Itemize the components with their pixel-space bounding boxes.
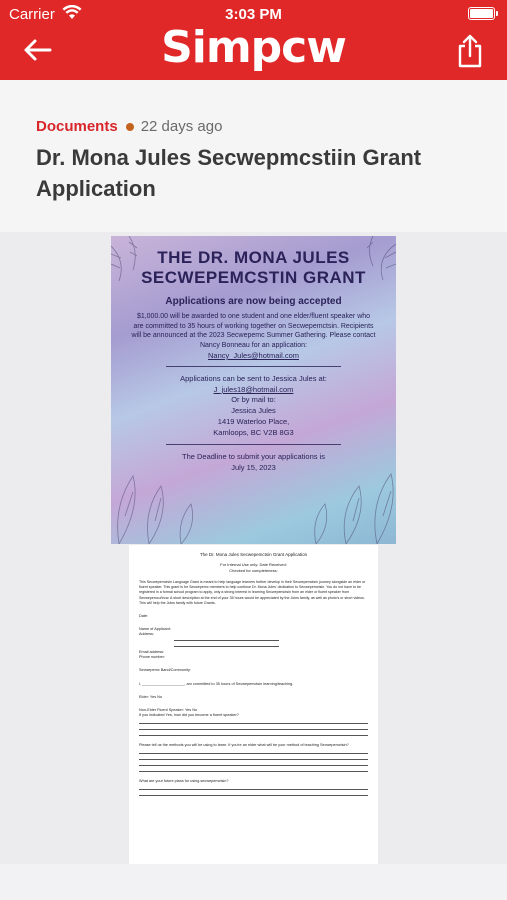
form-line	[139, 735, 368, 736]
bottom-bar	[0, 864, 507, 900]
flyer-divider	[166, 366, 341, 367]
flyer-send-to: Applications can be sent to Jessica Jules at:	[180, 374, 327, 383]
form-intro: This Secwepemctsin Language Grant is meant to help language learners further develop in their Secwepemctsin journey alongside an elder or fluent speaker. This grant is for Secwepemc members to help continue Dr. Mona Jules' dedication to Secwepemctsin. You do not have to be registered in a formal school program to apply, only a strong interest in learning Secwepemctsin from an elder or fluent speaker from Secwepemcul'ecw. A short description at the end of your 35 hours would be appreciated by the Jules family, as well as photo's or short videos. This will help the Jules family with future Grants.	[139, 580, 366, 605]
article-meta	[36, 118, 222, 135]
flyer-subtitle: Applications are now being accepted	[165, 296, 342, 307]
form-line	[139, 765, 368, 766]
form-how: If you indicated Yes, how did you become a fluent speaker?	[139, 713, 239, 718]
flyer-addr-name: Jessica Jules	[231, 406, 276, 415]
form-line	[139, 759, 368, 760]
form-commit: I, ____________________, am committed to 35 hours of Secwepemctsin learning/teaching.	[139, 682, 294, 687]
form-date: Date:	[139, 614, 149, 619]
form-line	[139, 729, 368, 730]
article-title: Dr. Mona Jules Secwepmcstiin Grant Application	[36, 145, 422, 201]
flyer-title-2: SECWEPEMCSTIN GRANT	[141, 268, 366, 287]
battery-icon	[468, 7, 495, 20]
form-line	[139, 753, 368, 754]
form-name: Name of Applicant:	[139, 627, 171, 632]
post-age: 22 days ago	[140, 118, 223, 135]
flyer-or-mail: Or by mail to:	[231, 395, 276, 404]
article-header	[0, 80, 507, 232]
flyer-addr-street: 1419 Waterloo Place,	[217, 417, 290, 426]
flyer-text	[111, 236, 396, 473]
flyer-title-1: THE DR. MONA JULES	[157, 248, 350, 267]
form-line	[139, 789, 368, 790]
form-nonelder: Non-Elder Fluent Speaker: Yes No	[139, 708, 198, 713]
form-internal: For Internal Use only: Date Received:	[220, 562, 287, 567]
form-phone: Phone number:	[139, 655, 165, 660]
clock: 3:03 PM	[225, 6, 282, 23]
form-line	[139, 771, 368, 772]
form-line	[174, 646, 279, 647]
flyer-body: $1,000.00 will be awarded to one student and one elder/fluent speaker who are committed to 35 hours of working together on Secwepemctsin. Recipients will be announced at the 2023 Secwepemc Summer Gathering. Please contact Nancy Bonneau for an application:	[131, 313, 376, 349]
grant-flyer-image	[111, 236, 396, 544]
category-link[interactable]: Documents	[36, 118, 118, 135]
application-form-image	[129, 545, 378, 864]
flyer-email-1: Nancy_Jules@hotmail.com	[208, 351, 299, 360]
flyer-addr-city: Kamloops, BC V2B 8G3	[213, 428, 294, 437]
form-elder: Elder: Yes No	[139, 695, 163, 700]
form-methods: Please tell us the methods you will be using to learn. If you're an elder what will be your method of teaching Secwepemctsin?	[139, 743, 349, 748]
form-title: The Dr. Mona Jules Secwepemctsin Grant Application	[199, 552, 308, 557]
article-content[interactable]	[0, 232, 507, 864]
separator-dot	[126, 123, 134, 131]
form-future: What are your future plans for using secwepemctsin?	[139, 779, 229, 784]
form-address: Address:	[139, 632, 154, 637]
form-band: Secwepemc Band/Community:	[139, 668, 191, 673]
flyer-email-2: J_jules18@hotmail.com	[213, 385, 294, 394]
flyer-deadline-date: July 15, 2023	[231, 463, 276, 472]
flyer-divider-2	[166, 444, 341, 445]
app-header	[0, 0, 507, 80]
form-email: Email address:	[139, 650, 165, 655]
form-checked: Checked for completeness:	[229, 568, 278, 573]
form-line	[139, 723, 368, 724]
form-line	[174, 640, 279, 641]
carrier-label: Carrier	[9, 6, 55, 23]
app-title: Simpcw	[161, 22, 346, 73]
flyer-deadline: The Deadline to submit your applications is	[182, 452, 325, 461]
share-icon[interactable]	[457, 34, 483, 68]
form-line	[139, 795, 368, 796]
